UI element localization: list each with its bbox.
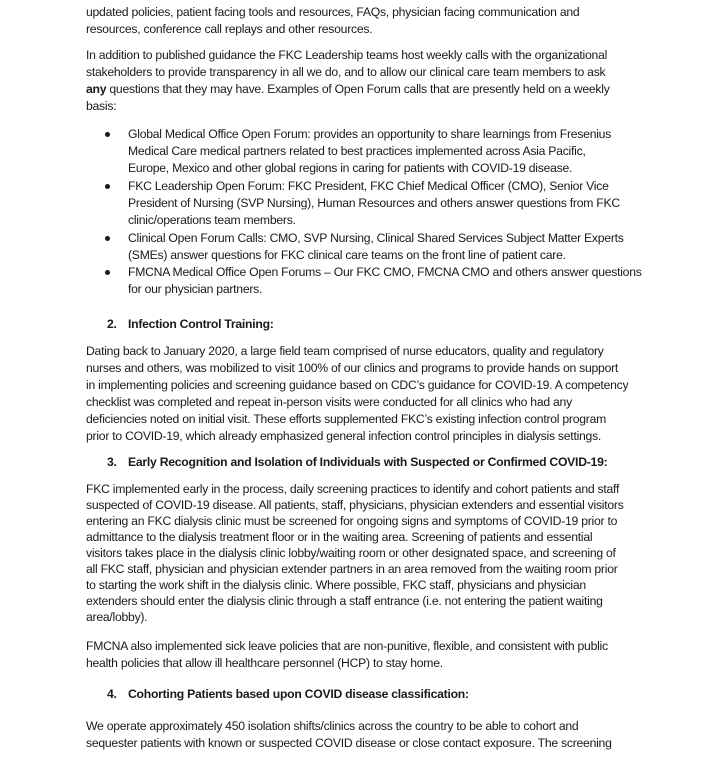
text-line: deficiencies noted on initial visit. These efforts supplemented FKC’s existing infection control program [86, 412, 607, 426]
bullet-dot-icon [105, 132, 110, 137]
text-line: clinic/operations team members. [128, 213, 296, 227]
section-heading [107, 686, 707, 703]
text-line: Clinical Open Forum Calls: CMO, SVP Nursing, Clinical Shared Services Subject Matter Experts [128, 231, 624, 245]
bullet-dot-icon [105, 270, 110, 275]
text-line: to starting the work shift in the dialysis clinic. Where possible, FKC staff, physicians and physician [86, 578, 586, 592]
bullet-dot-icon [105, 184, 110, 189]
text-line: President of Nursing (SVP Nursing), Human Resources and others answer questions from FKC [128, 196, 620, 210]
text-line: in implementing policies and screening guidance based on CDC’s guidance for COVID-19. A competency [86, 378, 629, 392]
text-line: Dating back to January 2020, a large field team comprised of nurse educators, quality and regulatory [86, 344, 604, 358]
text-line: health policies that allow ill healthcare personnel (HCP) to stay home. [86, 656, 443, 670]
section-title: Infection Control Training: [128, 317, 274, 331]
text-line: (SMEs) answer questions for FKC clinical care teams on the front line of patient care. [128, 248, 566, 262]
text-line: updated policies, patient facing tools and resources, FAQs, physician facing communication and [86, 5, 580, 19]
text-line: extenders should enter the dialysis clinic through a staff entrance (i.e. not entering the patient waiting [86, 594, 603, 608]
section-number: 3. [107, 455, 117, 469]
text-line: all FKC staff, physician and physician extender partners in an area removed from the waiting room prior [86, 562, 618, 576]
text-line: for our physician partners. [128, 282, 263, 296]
section-heading [107, 454, 707, 471]
text-line: sequester patients with known or suspected COVID disease or close contact exposure. The screening [86, 736, 612, 750]
text-line: FMCNA also implemented sick leave policies that are non-punitive, flexible, and consistent with public [86, 639, 608, 653]
text-line: nurses and others, was mobilized to visit 100% of our clinics and programs to provide hands on support [86, 361, 619, 375]
section-heading [107, 316, 707, 333]
text-span: questions that they may have. Examples of Open Forum calls that are presently held on a weekly [109, 82, 610, 96]
emphasis-any: any [86, 82, 107, 96]
text-line: suspected of COVID-19 disease. All patients, staff, physicians, physician extenders and essential visitors [86, 498, 624, 512]
text-line: Europe, Mexico and other global regions in caring for patients with COVID-19 disease. [128, 161, 573, 175]
section-number: 2. [107, 317, 117, 331]
text-line: Global Medical Office Open Forum: provides an opportunity to share learnings from Fresenius [128, 127, 612, 141]
section-number: 4. [107, 687, 117, 701]
text-line: In addition to published guidance the FKC Leadership teams host weekly calls with the organizational [86, 48, 608, 62]
text-line: visitors takes place in the dialysis clinic lobby/waiting room or other designated space, and screening of [86, 546, 616, 560]
text-line: checklist was completed and repeat in-person visits were conducted for all clinics who had any [86, 395, 572, 409]
section-title: Early Recognition and Isolation of Individuals with Suspected or Confirmed COVID-19: [128, 455, 608, 469]
text-line: admittance to the dialysis treatment floor or in the waiting area. Screening of patients and essential [86, 530, 593, 544]
text-line: FKC implemented early in the process, daily screening practices to identify and cohort patients and staff [86, 482, 620, 496]
text-line: Medical Care medical partners related to best practices implemented across Asia Pacific, [128, 144, 586, 158]
text-line: area/lobby). [86, 610, 148, 624]
text-line: stakeholders to provide transparency in all we do, and to allow our clinical care team members to ask [86, 65, 606, 79]
text-line: entering an FKC dialysis clinic must be screened for ongoing signs and symptoms of COVID-19 prior to [86, 514, 618, 528]
text-line: We operate approximately 450 isolation shifts/clinics across the country to be able to cohort and [86, 719, 579, 733]
bullet-dot-icon [105, 236, 110, 241]
text-line: FMCNA Medical Office Open Forums – Our FKC CMO, FMCNA CMO and others answer questions [128, 265, 642, 279]
text-line: basis: [86, 99, 117, 113]
text-line: resources, conference call replays and other resources. [86, 22, 373, 36]
section-title: Cohorting Patients based upon COVID disease classification: [128, 687, 469, 701]
text-line [86, 81, 610, 98]
text-line: prior to COVID-19, which already emphasized general infection control principles in dialysis settings. [86, 429, 602, 443]
text-line: FKC Leadership Open Forum: FKC President, FKC Chief Medical Officer (CMO), Senior Vice [128, 179, 609, 193]
